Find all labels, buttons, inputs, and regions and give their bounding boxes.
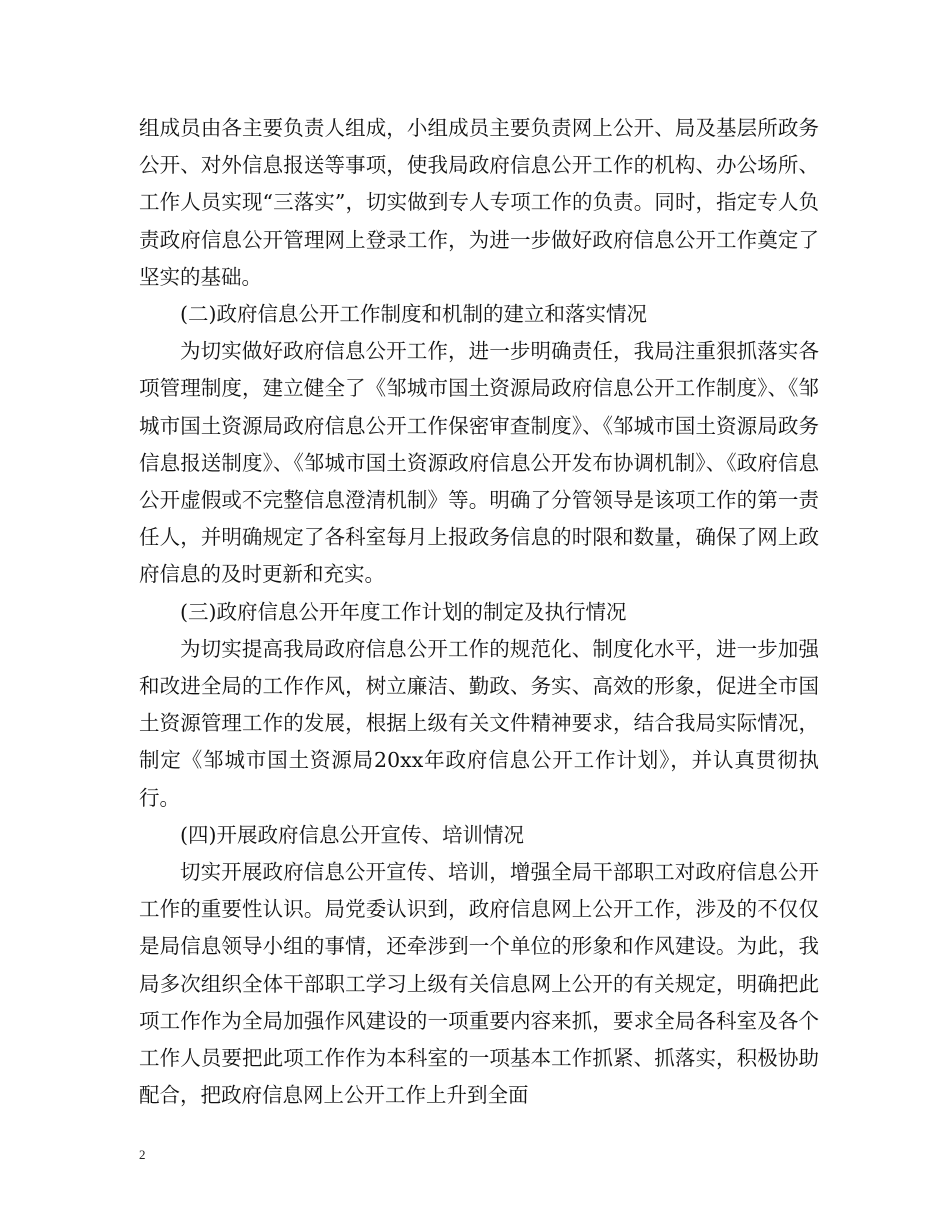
paragraph-publicity-training: 切实开展政府信息公开宣传、培训，增强全局干部职工对政府信息公开工作的重要性认识。局党委认识到，政府信息网上公开工作，涉及的不仅仅是局信息领导小组的事情，还牵涉到一个单位的形象和作风建设。为此，我局多次组织全体干部职工学习上级有关信息网上公开的有关规定，明确把此项工作作为全局加强作风建设的一项重要内容来抓，要求全局各科室及各个工作人员要把此项工作作为本科室的一项基本工作抓紧、抓落实，积极协助配合，把政府信息网上公开工作上升到全面 bbox=[139, 860, 819, 1108]
section-heading-4: (四)开展政府信息公开宣传、培训情况 bbox=[180, 822, 524, 847]
section-heading-3: (三)政府信息公开年度工作计划的制定及执行情况 bbox=[180, 599, 627, 624]
paragraph-annual-plan: 为切实提高我局政府信息公开工作的规范化、制度化水平，进一步加强和改进全局的工作作风，树立廉洁、勤政、务实、高效的形象，促进全市国土资源管理工作的发展，根据上级有关文件精神要求，结合我局实际情况，制定《邹城市国土资源局20xx年政府信息公开工作计划》，并认真贯彻执行。 bbox=[139, 636, 819, 810]
page-number: 2 bbox=[139, 1147, 146, 1162]
section-heading-2: (二)政府信息公开工作制度和机制的建立和落实情况 bbox=[180, 302, 647, 327]
document-body bbox=[139, 110, 819, 1114]
paragraph-system-mechanism: 为切实做好政府信息公开工作，进一步明确责任，我局注重狠抓落实各项管理制度，建立健全了《邹城市国土资源局政府信息公开工作制度》、《邹城市国土资源局政府信息公开工作保密审查制度》、《邹城市国土资源局政务信息报送制度》、《邹城市国土资源政府信息公开发布协调机制》、《政府信息公开虚假或不完整信息澄清机制》等。明确了分管领导是该项工作的第一责任人，并明确规定了各科室每月上报政务信息的时限和数量，确保了网上政府信息的及时更新和充实。 bbox=[139, 339, 819, 587]
paragraph-continuation: 组成员由各主要负责人组成，小组成员主要负责网上公开、局及基层所政务公开、对外信息报送等事项，使我局政府信息公开工作的机构、办公场所、工作人员实现“三落实”，切实做到专人专项工作的负责。同时，指定专人负责政府信息公开管理网上登录工作，为进一步做好政府信息公开工作奠定了坚实的基础。 bbox=[139, 116, 819, 289]
